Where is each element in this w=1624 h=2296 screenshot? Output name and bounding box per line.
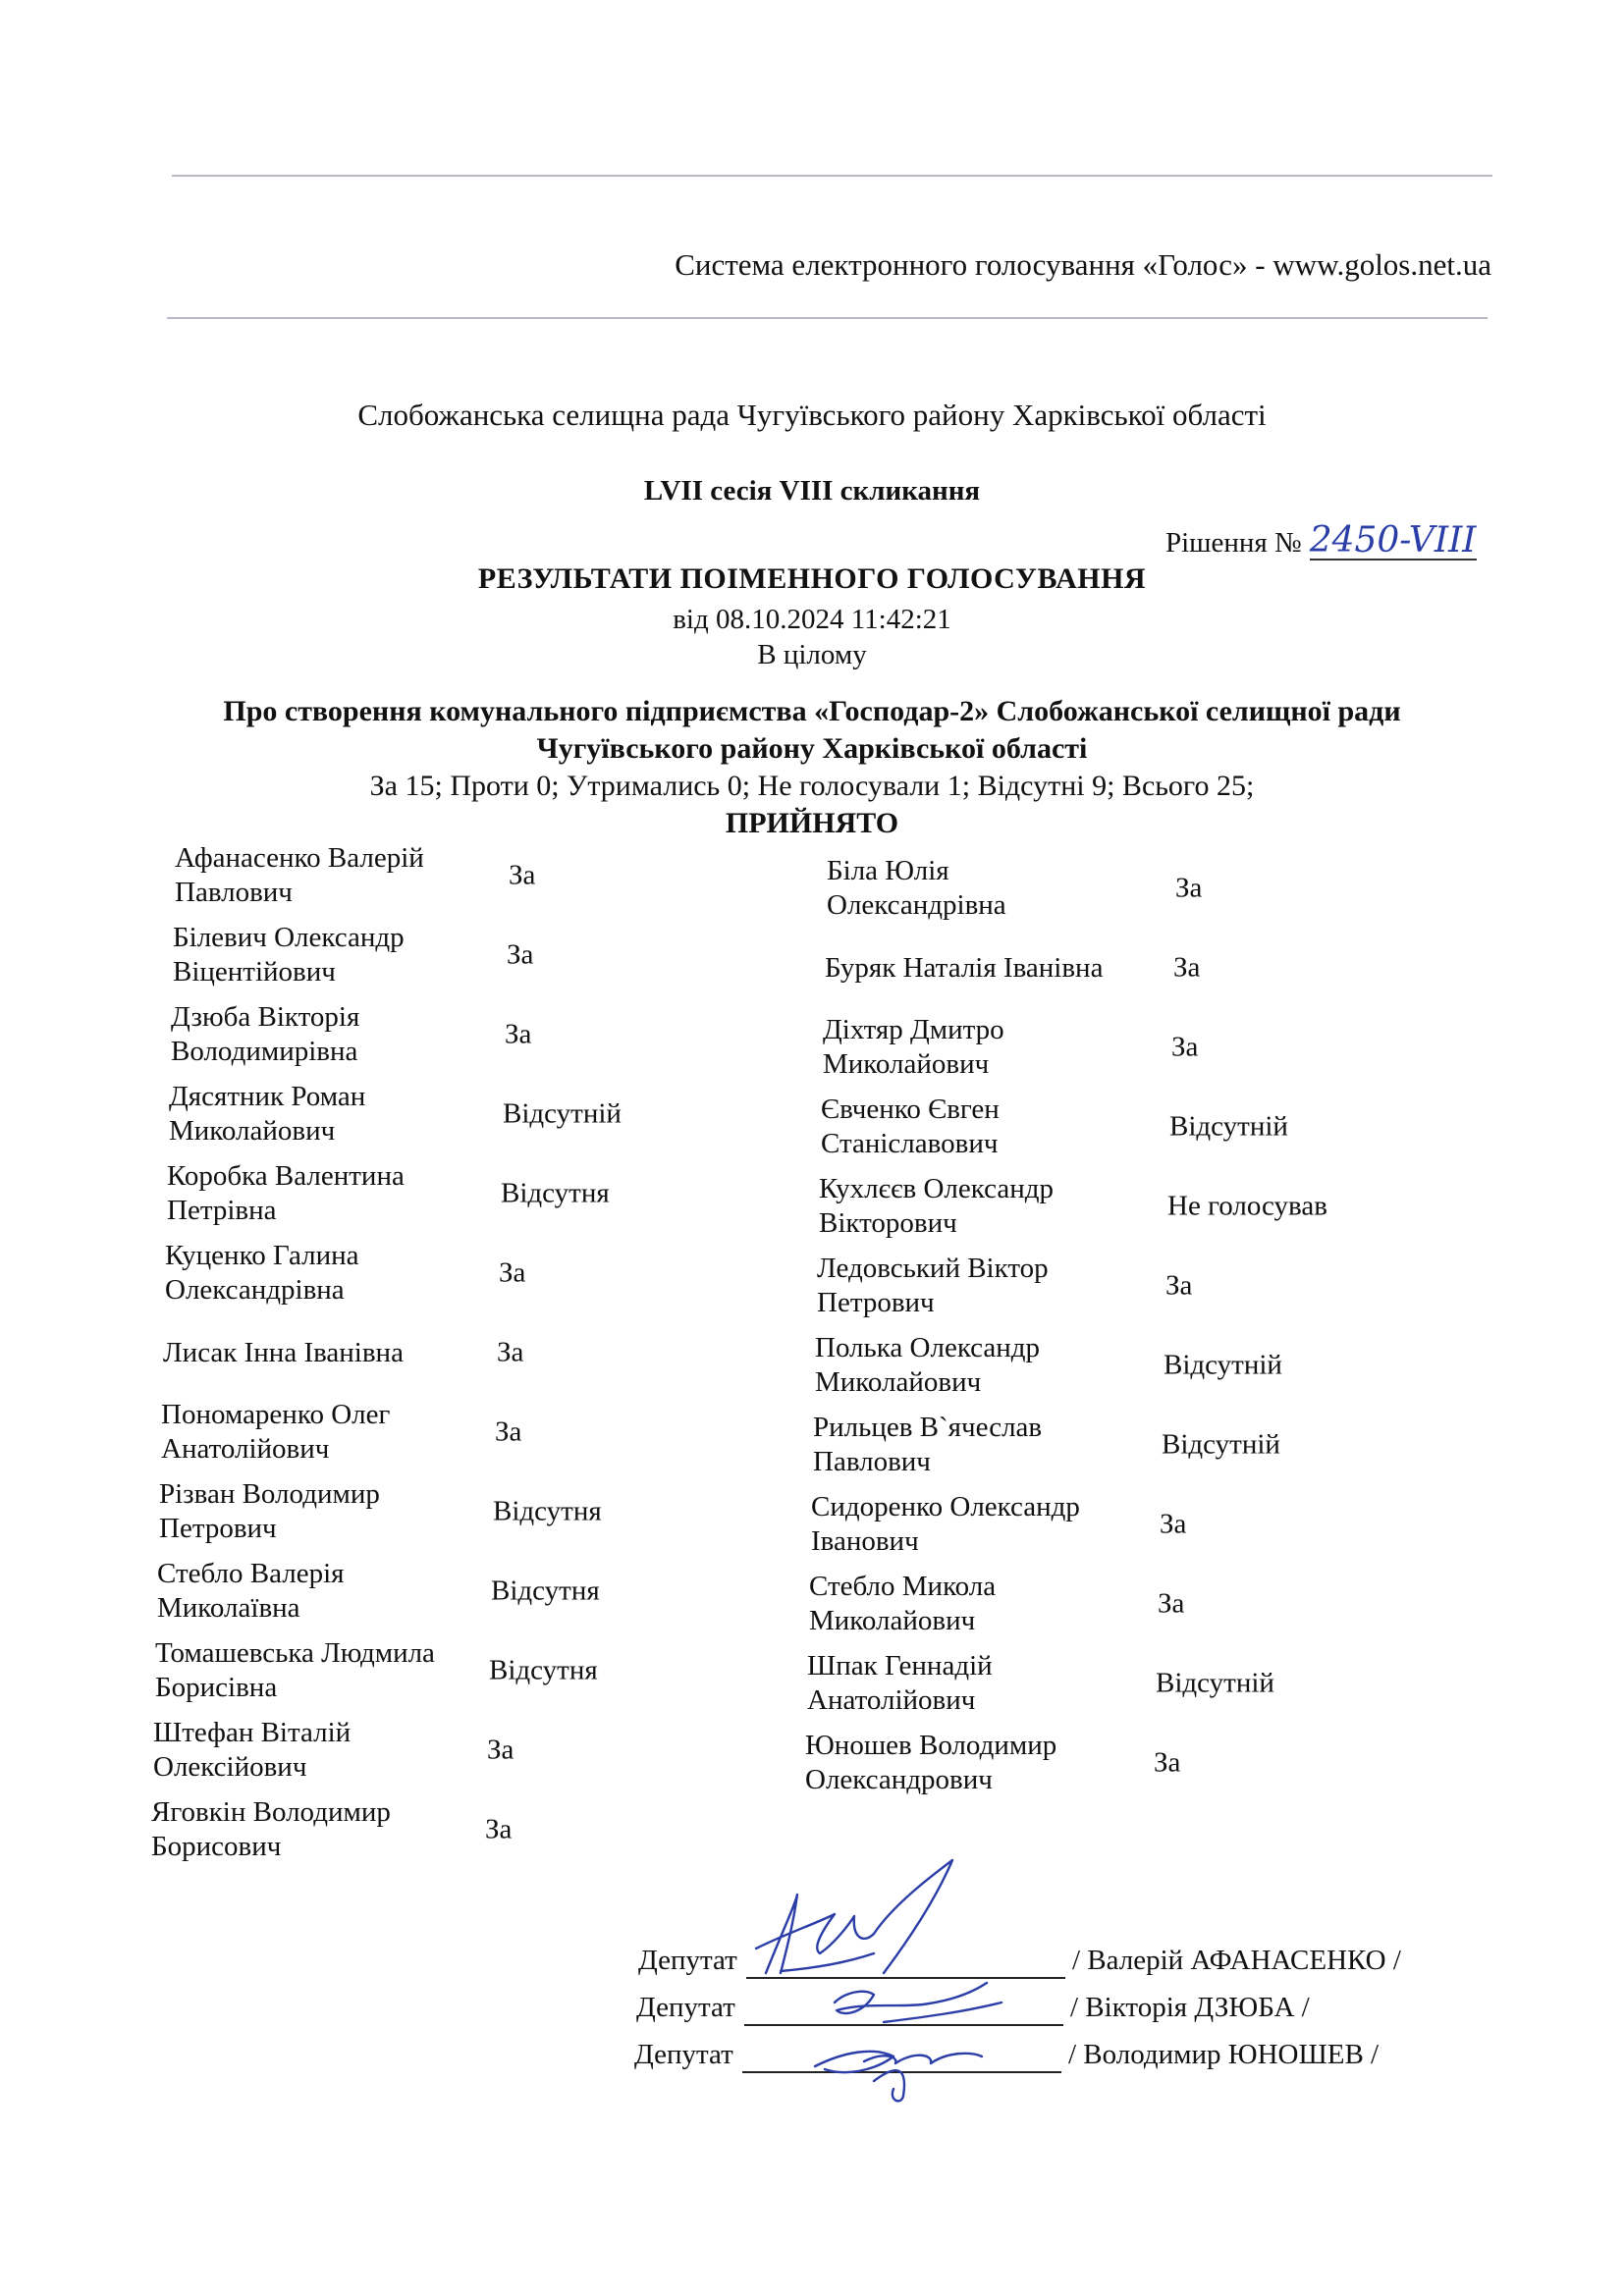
voter-name: Буряк Наталія Іванівна <box>825 952 1104 984</box>
vote-row <box>165 1239 526 1308</box>
vote-row <box>159 1477 602 1546</box>
voter-vote: Відсутній <box>1164 1349 1282 1381</box>
voter-name-line2: Анатолійович <box>161 1433 330 1465</box>
signatory-name: / Володимир ЮНОШЕВ / <box>1068 2039 1380 2070</box>
vote-row <box>151 1795 513 1864</box>
voter-name: Діхтяр Дмитро <box>823 1014 1004 1045</box>
voter-vote: За <box>499 1256 526 1289</box>
voter-name-line2: Петрович <box>817 1287 935 1318</box>
voter-name-line2: Павлович <box>175 877 293 908</box>
voter-vote: За <box>1154 1746 1181 1779</box>
vote-date: від 08.10.2024 11:42:21 <box>673 604 951 635</box>
vote-row <box>163 1318 524 1387</box>
voter-name: Шпак Геннадій <box>807 1650 993 1682</box>
vote-outcome: ПРИЙНЯТО <box>725 807 899 839</box>
voter-name-line2: Петрович <box>159 1513 277 1544</box>
voter-name: Штефан Віталій <box>153 1717 352 1748</box>
handwritten-signatures <box>727 1855 1051 2110</box>
voter-name: Куценко Галина <box>165 1240 359 1271</box>
vote-row <box>169 1080 622 1148</box>
voter-vote: Відсутній <box>1169 1110 1288 1143</box>
voter-name: Євченко Євген <box>821 1094 1000 1125</box>
voter-name: Кухлєєв Олександр <box>819 1173 1054 1204</box>
voter-vote: Відсутня <box>489 1654 598 1686</box>
vote-row <box>811 1490 1187 1559</box>
vote-row <box>155 1636 598 1705</box>
vote-subject: Про створення комунального підприємства «Господар-2» Слобожанської селищної ради Чугуївського району Харківської області <box>223 695 1401 765</box>
voter-name: Ледовський Віктор <box>817 1253 1049 1284</box>
voter-vote: За <box>495 1415 522 1448</box>
signature-dzyuba <box>835 1983 1001 2022</box>
vote-row <box>827 854 1203 923</box>
voter-vote: За <box>1171 1031 1199 1063</box>
vote-row <box>175 841 536 910</box>
voter-name-line2: Олександрівна <box>165 1274 345 1306</box>
decision-label: Рішення № <box>1165 527 1302 559</box>
voter-name: Афанасенко Валерій <box>175 842 424 874</box>
vote-row <box>823 1013 1199 1082</box>
vote-row <box>171 1000 532 1069</box>
header-divider <box>167 317 1488 319</box>
voter-vote: За <box>507 938 534 971</box>
voter-vote: За <box>1165 1269 1193 1302</box>
voter-vote: Відсутня <box>493 1495 602 1527</box>
voter-name-line2: Вікторович <box>819 1207 957 1239</box>
signatory-name: / Вікторія ДЗЮБА / <box>1070 1992 1310 2023</box>
voter-vote: За <box>509 859 536 891</box>
voter-name: Томашевська Людмила <box>155 1637 435 1669</box>
voter-name-line2: Олексійович <box>153 1751 307 1783</box>
voter-name-line2: Віцентійович <box>173 956 336 988</box>
vote-row <box>815 1331 1282 1400</box>
signatory-name: / Валерій АФАНАСЕНКО / <box>1072 1945 1401 1976</box>
voter-name: Дясятник Роман <box>169 1081 366 1112</box>
voter-name: Полька Олександр <box>815 1332 1041 1363</box>
voter-name-line2: Борисівна <box>155 1672 278 1703</box>
signature-label: Депутат <box>634 2039 733 2070</box>
vote-totals: За 15; Проти 0; Утримались 0; Не голосували 1; Відсутні 9; Всього 25; <box>369 770 1255 802</box>
decision-number-handwritten: 2450-VIII <box>1309 520 1477 561</box>
voter-name: Біла Юлія <box>827 855 949 886</box>
vote-row <box>809 1570 1185 1638</box>
voter-name: Різван Володимир <box>159 1478 380 1510</box>
voter-name-line2: Олександрович <box>805 1764 993 1795</box>
voter-vote: Відсутній <box>1162 1428 1280 1461</box>
voter-vote: За <box>1175 872 1203 904</box>
voter-name: Дзюба Вікторія <box>171 1001 360 1033</box>
vote-row <box>817 1252 1193 1320</box>
vote-row <box>821 1093 1288 1161</box>
vote-row <box>153 1716 514 1785</box>
result-title: РЕЗУЛЬТАТИ ПОІМЕННОГО ГОЛОСУВАННЯ <box>477 562 1147 595</box>
voter-vote: За <box>487 1734 514 1766</box>
voter-name: Сидоренко Олександр <box>811 1491 1080 1522</box>
voter-name: Стебло Валерія <box>157 1558 345 1589</box>
voter-name-line2: Анатолійович <box>807 1684 976 1716</box>
vote-row <box>161 1398 522 1467</box>
vote-mode: В цілому <box>757 639 867 670</box>
voter-name-line2: Миколайович <box>815 1366 982 1398</box>
voter-name-line2: Миколайович <box>823 1048 990 1080</box>
voter-vote: За <box>497 1336 524 1368</box>
voter-name: Білевич Олександр <box>173 922 405 953</box>
voter-name-line2: Володимирівна <box>171 1036 358 1067</box>
voter-name: Пономаренко Олег <box>161 1399 391 1430</box>
voter-name-line2: Станіславович <box>821 1128 999 1159</box>
voter-name: Юношев Володимир <box>805 1730 1057 1761</box>
vote-row <box>167 1159 610 1228</box>
voter-vote: За <box>485 1813 513 1845</box>
signature-label: Депутат <box>636 1992 735 2023</box>
signature-yunoshev <box>815 2052 982 2102</box>
voter-name-line2: Миколайович <box>809 1605 976 1636</box>
voter-vote: Відсутня <box>491 1575 600 1607</box>
vote-row <box>825 934 1201 1002</box>
voter-vote: За <box>1160 1508 1187 1540</box>
voter-name: Рильцев В`ячеслав <box>813 1412 1043 1443</box>
signature-afanasenko <box>756 1860 952 1973</box>
voter-vote: За <box>1158 1587 1185 1620</box>
voter-vote: Не голосував <box>1167 1190 1327 1222</box>
voter-vote: За <box>1173 951 1201 984</box>
voter-vote: Відсутній <box>1156 1667 1274 1699</box>
vote-row <box>813 1411 1280 1479</box>
voter-name: Лисак Інна Іванівна <box>163 1337 404 1368</box>
voter-name-line2: Борисович <box>151 1831 282 1862</box>
voter-vote: Відсутня <box>501 1177 610 1209</box>
council-name: Слобожанська селищна рада Чугуївського району Харківської області <box>357 398 1267 432</box>
voter-name-line2: Олександрівна <box>827 889 1006 921</box>
voter-name-line2: Миколаївна <box>157 1592 300 1624</box>
voter-name-line2: Іванович <box>811 1525 919 1557</box>
session-title: LVII сесія VIII скликання <box>643 475 981 507</box>
voter-name: Стебло Микола <box>809 1571 997 1602</box>
voter-vote: Відсутній <box>503 1097 622 1130</box>
voter-name: Яговкін Володимир <box>151 1796 391 1828</box>
vote-row <box>819 1172 1327 1241</box>
vote-row <box>173 921 534 989</box>
signature-label: Депутат <box>638 1945 737 1976</box>
vote-row <box>157 1557 600 1626</box>
system-line: Система електронного голосування «Голос» - www.golos.net.ua <box>675 247 1491 282</box>
voter-name-line2: Миколайович <box>169 1115 336 1147</box>
vote-row <box>805 1729 1181 1797</box>
voter-name-line2: Петрівна <box>167 1195 277 1226</box>
vote-row <box>807 1649 1274 1718</box>
decision-number <box>1165 520 1477 561</box>
voter-vote: За <box>505 1018 532 1050</box>
voter-name-line2: Павлович <box>813 1446 931 1477</box>
top-divider <box>172 175 1492 177</box>
voter-name: Коробка Валентина <box>167 1160 405 1192</box>
